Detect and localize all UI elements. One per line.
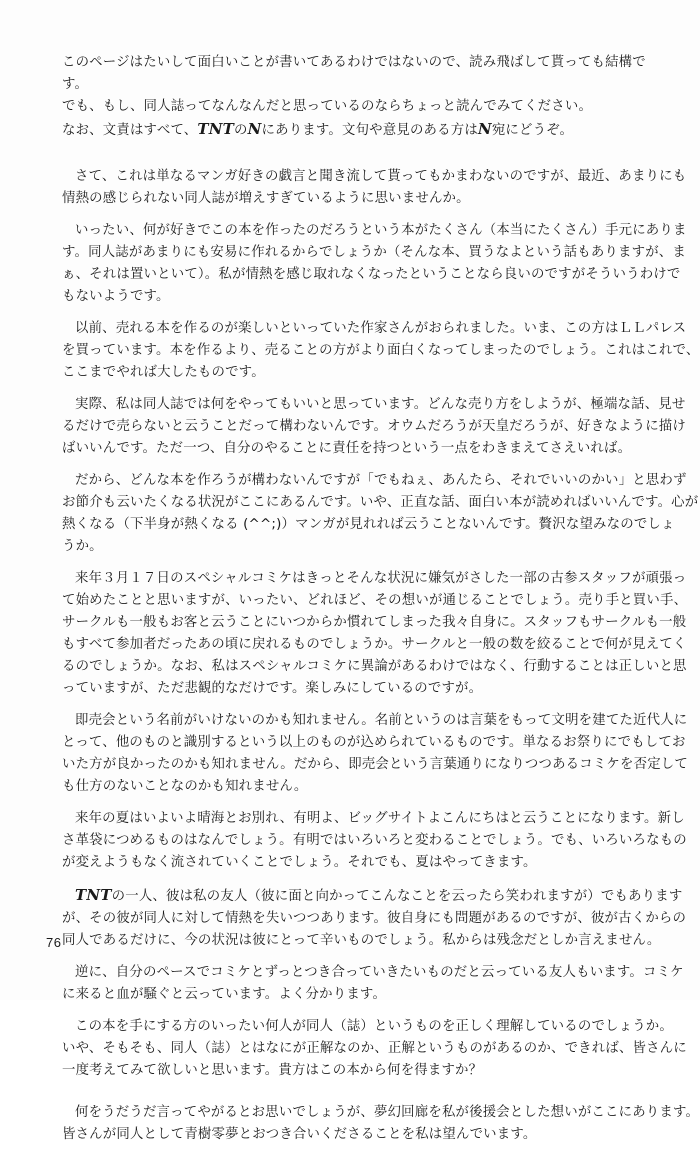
- page-number: 76: [46, 935, 62, 950]
- intro-text: にあります。文句や意見のある方は: [261, 123, 478, 138]
- essay-paragraphs: [62, 166, 700, 874]
- paragraph-line: が変えようもなく流されていくことでしょう。それでも、夏はやってきます。: [62, 855, 537, 870]
- paragraph-line: 皆さんが同人として青樹零夢とおつき合いくださることを私は望んでいます。: [62, 1127, 537, 1142]
- paragraph-line: お節介も云いたくなる状況がここにあるんです。いや、正直な話、面白い本が読めればいいんです。心が: [62, 495, 699, 510]
- paragraph-line: も仕方のないことなのかも知れません。: [62, 779, 308, 794]
- paragraph-line: 何をうだうだ言ってやがるとお思いでしょうが、夢幻回廊を私が後援会とした想いがここにあります。: [75, 1105, 700, 1120]
- paragraph-line: いや、そもそも、同人（誌）とはなにが正解なのか、正解というものがあるのか、できれば、皆さんに: [62, 1041, 687, 1056]
- paragraph: [62, 318, 700, 384]
- paragraph-line: 一度考えてみて欲しいと思います。貴方はこの本から何を得ますか？: [62, 1063, 483, 1078]
- paragraph-line: 同人であるだけに、今の状況は彼にとって辛いものでしょう。私からは残念だとしか言えません。: [62, 933, 661, 948]
- paragraph: [62, 394, 686, 460]
- paragraph: [62, 710, 688, 798]
- paragraph-line: が、その彼が同人に対して情熱を失いつつあります。彼自身にも問題があるのですが、彼が古くからの: [62, 911, 687, 926]
- paragraph-line: 来年の夏はいよいよ晴海とお別れ、有明よ、ビッグサイトよこんにちはと云うことになります。新し: [75, 811, 685, 826]
- intro-line: でも、もし、同人誌ってなんなんだと思っているのならちょっと読んでみてください。: [62, 99, 593, 114]
- paragraph: [62, 470, 699, 558]
- tnt-paragraph: [62, 884, 687, 952]
- paragraph-line: [62, 884, 683, 908]
- paragraph: [62, 220, 687, 308]
- paragraph: [62, 568, 688, 700]
- paragraph-line: に来ると血が騒ぐと云っています。よく分かります。: [62, 987, 387, 1002]
- paragraph-text: の一人、彼は私の友人（彼に面と向かってこんなことを云ったら笑われますが）でもあります: [111, 889, 683, 904]
- paragraph-line: 逆に、自分のペースでコミケとずっとつき合っていきたいものだと云っている友人もいます。コミケ: [75, 965, 684, 980]
- paragraph: [62, 962, 684, 1006]
- paragraph: [62, 1016, 687, 1082]
- intro-responsibility-line: [62, 118, 660, 142]
- intro-line: このページはたいして面白いことが書いてあるわけではないので、読み飛ばして貰っても結構です。: [62, 55, 646, 92]
- paragraph-line: 実際、私は同人誌では何をやってもいいと思っています。どんな売り方をしようが、極端な話、見せ: [75, 397, 686, 412]
- paragraph-line: いったい、何が好きでこの本を作ったのだろうという本がたくさん（本当にたくさん）手元にありま: [75, 223, 687, 238]
- paragraph: [62, 808, 687, 874]
- essay-paragraphs-after: [62, 962, 687, 1082]
- page-body: [62, 52, 700, 1156]
- tnt-label: TNT: [75, 886, 112, 904]
- intro-note: [62, 52, 660, 142]
- paragraph-line: さて、これは単なるマンガ好きの戯言と聞き流して貰ってもかまわないのですが、最近、あまりにも: [75, 169, 687, 184]
- paragraph-line: いた方が良かったのかも知れません。だから、即売会という言葉通りになりつつあるコミケを否定して: [62, 757, 688, 772]
- paragraph-line: もすべて参加者だったあの頃に戻れるものでしょうか。サークルと一般の数を絞ることで何が見えてく: [62, 637, 687, 652]
- paragraph-line: 情熱の感じられない同人誌が増えすぎているように思いませんか。: [62, 191, 470, 206]
- paragraph-line: っていますが、ただ悲観的なだけです。楽しみにしているのですが。: [62, 681, 483, 696]
- n-label: N: [477, 120, 492, 138]
- paragraph-line: もないようです。: [62, 289, 170, 304]
- intro-text: 宛にどうぞ。: [491, 123, 574, 138]
- paragraph-line: るだけで売らないと云うことだって構わないんです。オウムだろうが天皇だろうが、好きなように描け: [62, 419, 686, 434]
- paragraph-line: るのでしょうか。なお、私はスペシャルコミケに異論があるわけではなく、行動することは正しいと思: [62, 659, 687, 674]
- paragraph-line: この本を手にする方のいったい何人が同人（誌）というものを正しく理解しているのでしょうか。: [75, 1019, 673, 1034]
- paragraph-line: を買っています。本を作るより、売ることの方がより面白くなってしまったのでしょう。これはこれで、: [62, 343, 700, 358]
- paragraph-line: 即売会という名前がいけないのかも知れません。名前というのは言葉をもって文明を建てた近代人に: [75, 713, 688, 728]
- paragraph: [62, 166, 687, 210]
- paragraph-line: す。同人誌があまりにも安易に作れるからでしょうか（そんな本、買うなよという話もありますが、ま: [62, 245, 686, 260]
- tnt-label: TNT: [197, 120, 235, 138]
- paragraph-line: 来年３月１７日のスペシャルコミケはきっとそんな状況に嫌気がさした一部の古参スタッフが頑張っ: [75, 571, 687, 586]
- paragraph-line: サークルも一般もお客と云うことにいつからか慣れてしまった我々自身に。スタッフもサークルも一般: [62, 615, 687, 630]
- paragraph-line: さ革袋につめるものはなんでしょう。有明ではいろいろと変わることでしょう。でも、いろいろなもの: [62, 833, 687, 848]
- paragraph-line: て始めたことと思いますが、いったい、どれほど、その想いが通じることでしょう。売り手と買い手、: [62, 593, 688, 608]
- paragraph-line: ばいいんです。ただ一つ、自分のやることに責任を持つという一点をわきまえてさえいれば。: [62, 441, 632, 456]
- intro-text: の: [234, 123, 248, 138]
- paragraph-line: とって、他のものと識別するという以上のものが込められているものです。単なるお祭りにでもしてお: [62, 735, 686, 750]
- paragraph-line: 以前、売れる本を作るのが楽しいといっていた作家さんがおられました。いま、この方はＬＬパレス: [75, 321, 687, 336]
- paragraph-line: うか。: [62, 539, 103, 554]
- paragraph-line: 熱くなる（下半身が熱くなる (^^;)）マンガが見れれば云うことないんです。贅沢な望みなのでしょ: [62, 517, 675, 532]
- n-label: N: [247, 120, 262, 138]
- paragraph-line: ここまでやれば大したものです。: [62, 365, 265, 380]
- intro-text: なお、文責はすべて、: [62, 123, 198, 138]
- paragraph-line: ぁ、それは置いといて）。私が情熱を感じ取れなくなったということなら良いのですがそういうわけで: [62, 267, 681, 282]
- paragraph-line: だから、どんな本を作ろうが構わないんですが「でもねぇ、あんたら、それでいいのかい」と思わず: [75, 473, 687, 488]
- closing-paragraph: [62, 1102, 700, 1146]
